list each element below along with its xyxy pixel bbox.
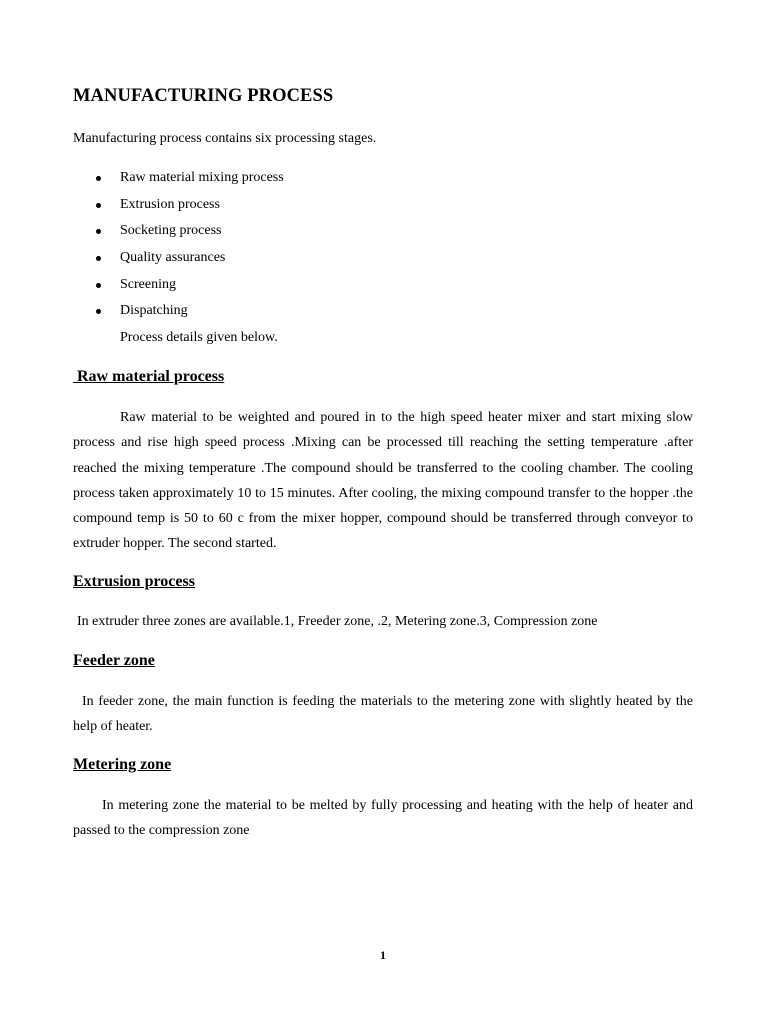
page-number: 1 bbox=[380, 948, 386, 962]
bullet-icon bbox=[96, 283, 101, 288]
stage-label: Quality assurances bbox=[120, 250, 226, 266]
bullet-icon bbox=[96, 176, 101, 181]
feeder-zone-heading: Feeder zone bbox=[73, 652, 155, 669]
stage-label: Socketing process bbox=[120, 223, 222, 239]
stage-label: Raw material mixing process bbox=[120, 170, 284, 185]
stage-label: Screening bbox=[120, 276, 176, 292]
raw-material-paragraph: Raw material to be weighted and poured in to the high speed heater mixer and start mixing slow process and rise high speed process .Mixing can be processed till reaching the setting temperature .after reached the mixing temperature .The compound should be transferred to the cooling chamber. The cooling process taken approximately 10 to 15 minutes. After cooling, the mixing compound transfer to the hopper .the compound temp is 50 to 60 c from the mixer hopper, compound should be transferred through conveyor to extruder hopper. The second started. bbox=[73, 410, 693, 552]
details-note: Process details given below. bbox=[120, 330, 278, 345]
bullet-icon bbox=[96, 309, 101, 314]
stage-label: Extrusion process bbox=[120, 196, 220, 212]
bullet-icon bbox=[96, 229, 101, 234]
document-title: MANUFACTURING PROCESS bbox=[73, 86, 334, 106]
metering-zone-paragraph: In metering zone the material to be melted by fully processing and heating with the help of heater and passed to the compression zone bbox=[73, 798, 693, 839]
intro-text: Manufacturing process contains six processing stages. bbox=[73, 131, 377, 146]
bullet-icon bbox=[96, 256, 101, 261]
stage-label: Dispatching bbox=[120, 303, 188, 319]
metering-zone-heading: Metering zone bbox=[73, 756, 172, 773]
raw-material-heading: Raw material process bbox=[73, 368, 225, 385]
feeder-zone-paragraph: In feeder zone, the main function is feeding the materials to the metering zone with slightly heated by the help of heater. bbox=[73, 694, 693, 735]
extrusion-heading: Extrusion process bbox=[73, 573, 195, 590]
bullet-icon bbox=[96, 203, 101, 208]
extrusion-paragraph: In extruder three zones are available.1, Freeder zone, .2, Metering zone.3, Compression zone bbox=[77, 614, 598, 629]
